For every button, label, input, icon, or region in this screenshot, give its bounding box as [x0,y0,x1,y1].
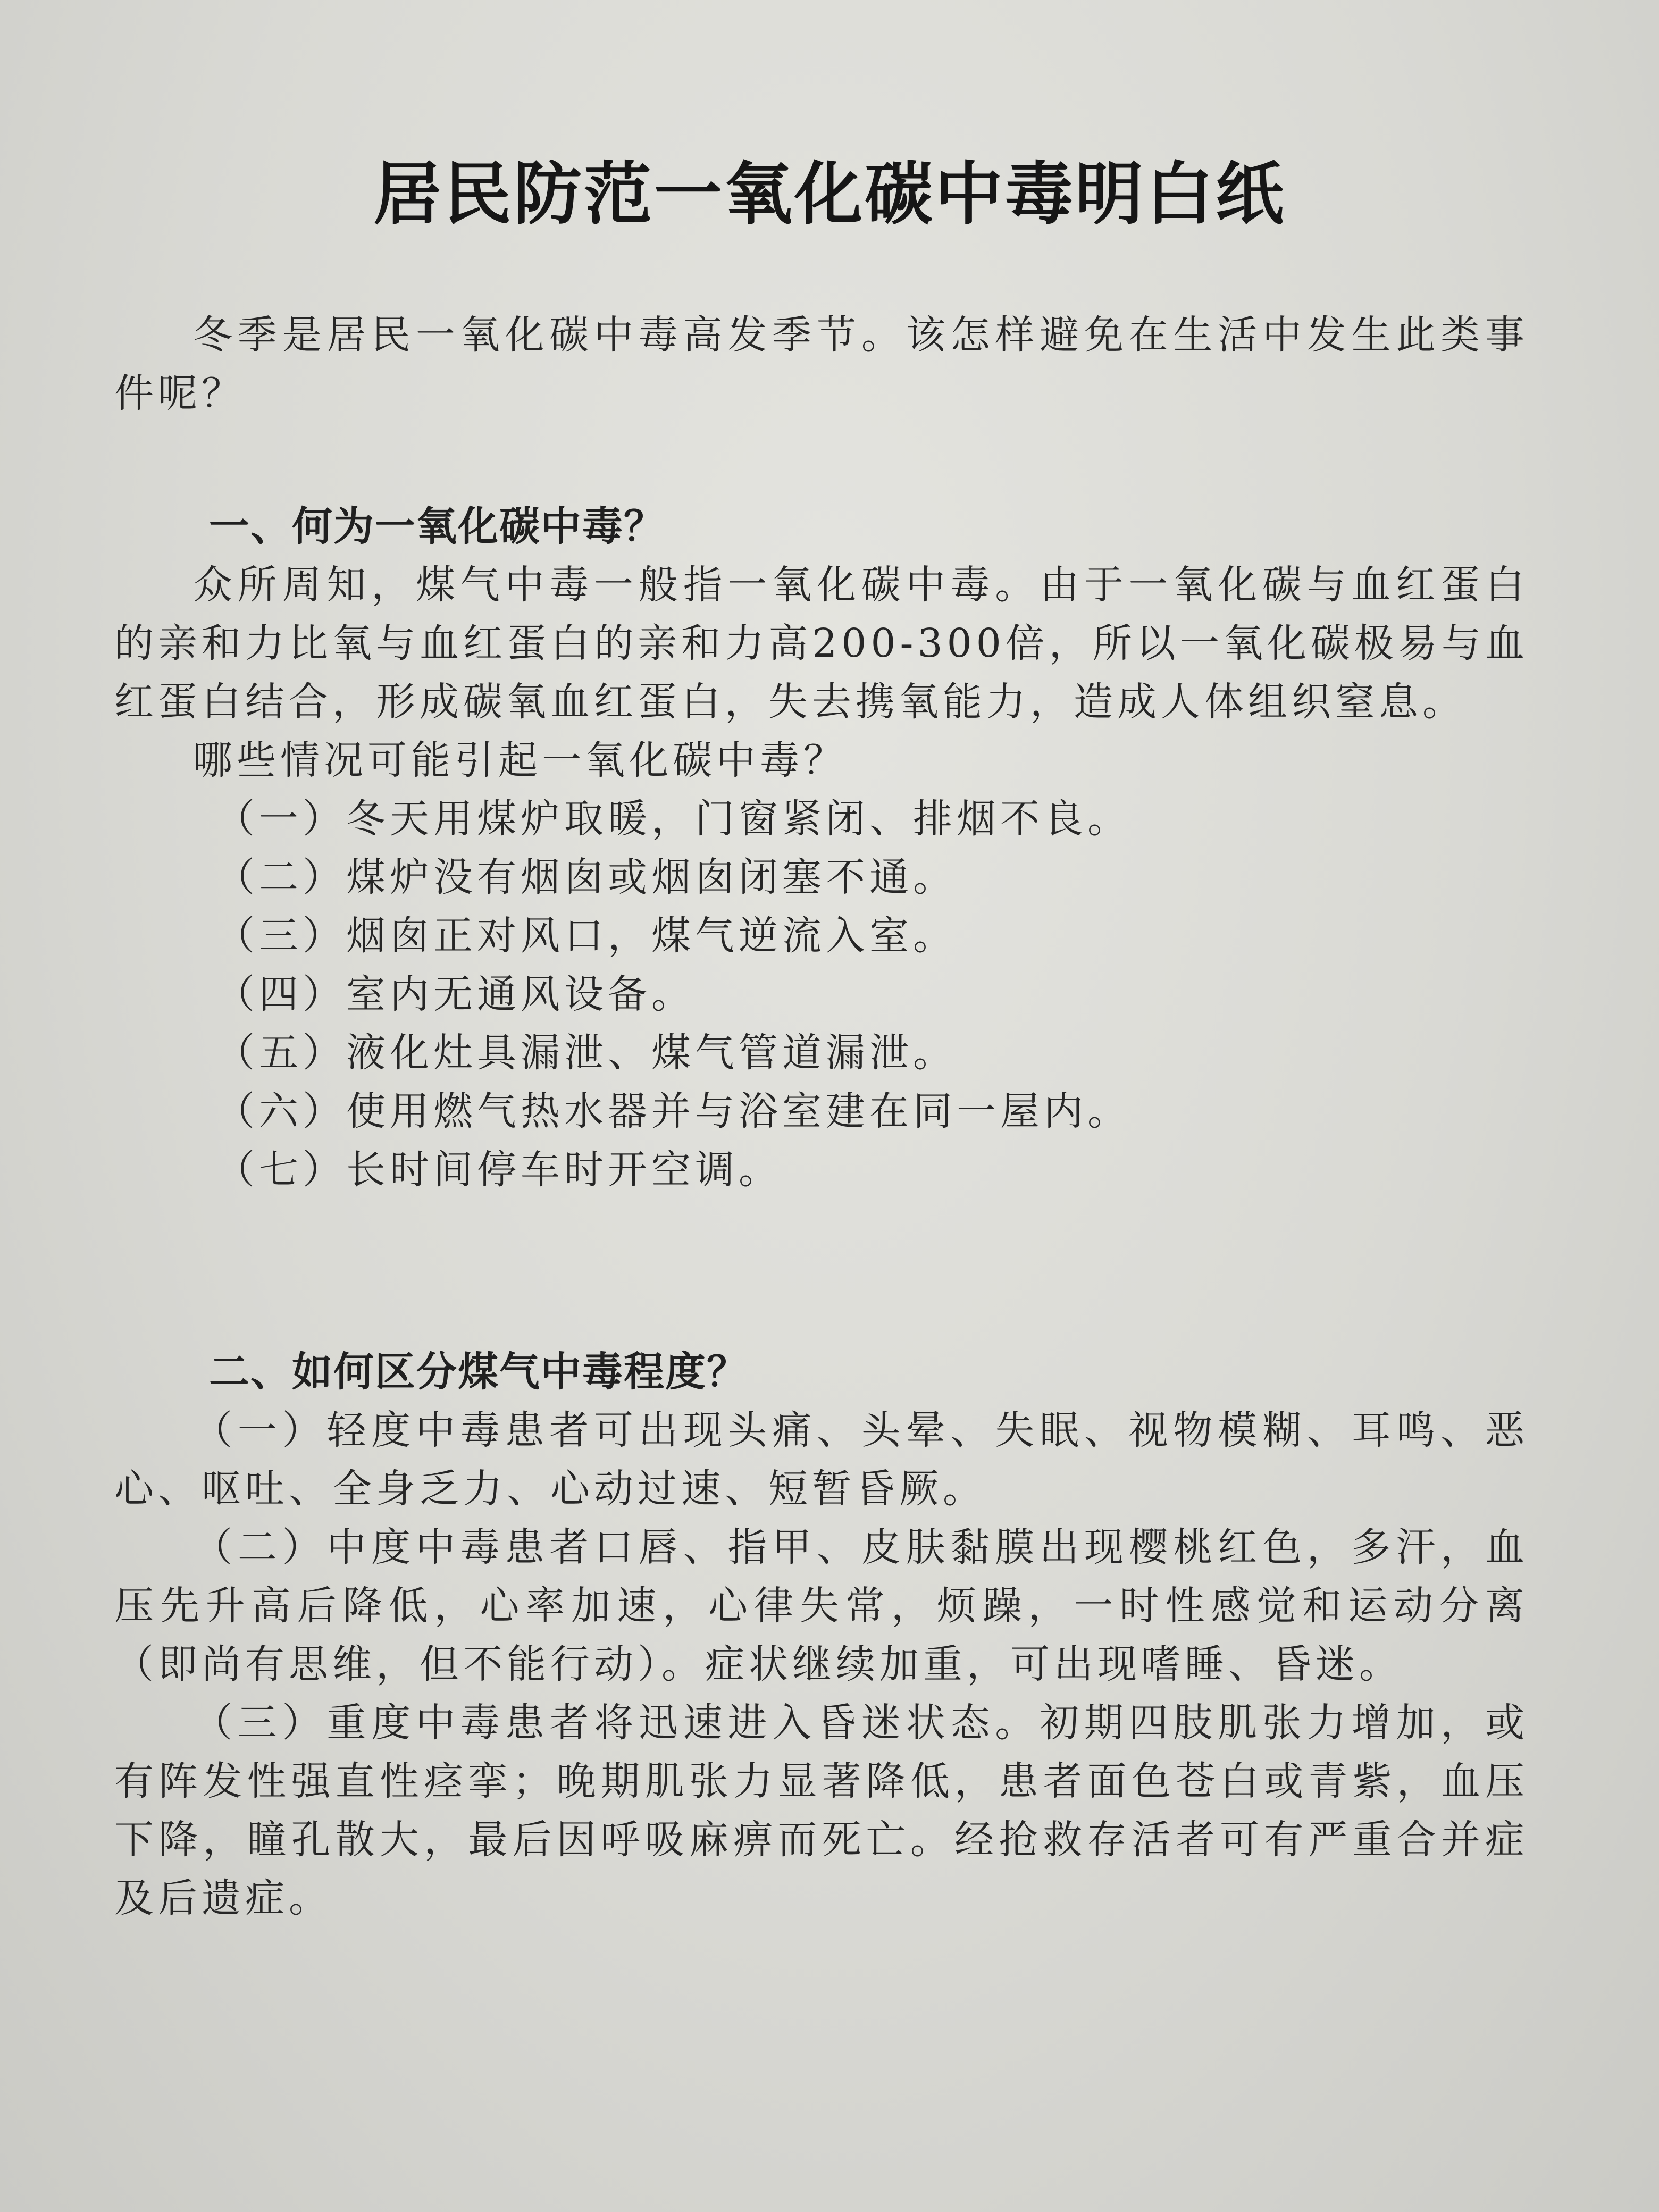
section-1-question: 哪些情况可能引起一氧化碳中毒？ [193,738,847,783]
document-title: 居民防范一氧化碳中毒明白纸 [373,154,1286,234]
list-item: （四）室内无通风设备。 [215,971,695,1017]
list-item: （一）冬天用煤炉取暖，门窗紧闭、排烟不良。 [215,796,1131,842]
list-item: （五）液化灶具漏泄、煤气管道漏泄。 [215,1030,957,1076]
list-item: （六）使用燃气热水器并与浴室建在同一屋内。 [215,1088,1131,1134]
section-1-heading: 一、何为一氧化碳中毒？ [209,502,665,550]
section-2-paragraph-moderate: （二）中度中毒患者口唇、指甲、皮肤黏膜出现樱桃红色，多汗，血压先升高后降低，心率加速，心律失常，烦躁，一时性感觉和运动分离（即尚有思维，但不能行动）。症状继续加重，可出现嗜睡、昏迷。 [114,1524,1529,1687]
section-2-heading: 二、如何区分煤气中毒程度？ [209,1348,748,1395]
list-item: （三）烟囱正对风口，煤气逆流入室。 [215,913,957,959]
list-item: （七）长时间停车时开空调。 [215,1147,782,1193]
section-1 [114,497,1529,1199]
list-item: （二）煤炉没有烟囱或烟囱闭塞不通。 [215,854,957,900]
section-2 [114,1343,1529,1928]
intro-paragraph: 冬季是居民一氧化碳中毒高发季节。该怎样避免在生活中发生此类事件呢？ [114,312,1529,416]
intro-block [114,306,1529,423]
section-1-paragraph: 众所周知，煤气中毒一般指一氧化碳中毒。由于一氧化碳与血红蛋白的亲和力比氧与血红蛋白的亲和力高200-300倍，所以一氧化碳极易与血红蛋白结合，形成碳氧血红蛋白，失去携氧能力，造成人体组织窒息。 [114,562,1529,725]
section-2-paragraph-severe: （三）重度中毒患者将迅速进入昏迷状态。初期四肢肌张力增加，或有阵发性强直性痉挛；晚期肌张力显著降低，患者面色苍白或青紫，血压下降，瞳孔散大，最后因呼吸麻痹而死亡。经抢救存活者可有严重合并症及后遗症。 [114,1700,1529,1921]
section-2-paragraph-mild: （一）轻度中毒患者可出现头痛、头晕、失眠、视物模糊、耳鸣、恶心、呕吐、全身乏力、心动过速、短暂昏厥。 [114,1407,1529,1512]
